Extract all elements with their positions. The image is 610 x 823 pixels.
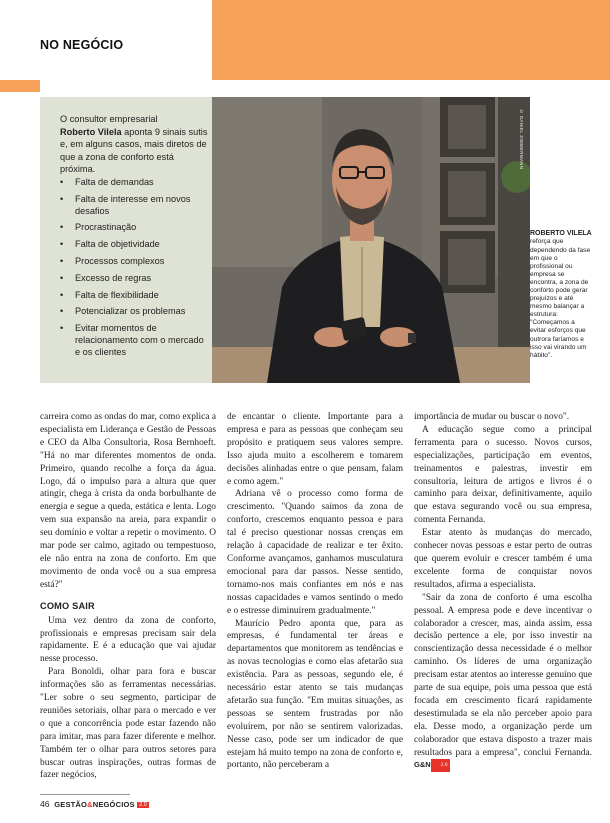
- portrait-photo: [212, 97, 530, 383]
- caption-text: reforça que dependendo da fase em que o profissional ou empresa se encontra, a zona de conforto pode gerar prejuízos e até mesmo balançar a estrutura: "Começamos a evitar esforços que outrora faríamos e isso vai virando um hábito".: [530, 238, 591, 359]
- magazine-tag: 2.0: [139, 802, 147, 808]
- paragraph: Adriana vê o processo como forma de crescimento. "Quando saímos da zona de conforto, crescemos enquanto pessoa e para tal é preciso questionar nossas crenças em relação à capacidade de realizar e ter êxito. Conforme avançamos, ganhamos musculatura emocional para dar passos. Nesse sentido, tornamo-nos mais confiantes em nós e nas nossas capacidades e vamos sentindo o medo e o estresse diminuírem gradualmente.": [227, 489, 403, 616]
- article-column-2: [227, 411, 403, 772]
- paragraph: A educação segue como a principal ferramenta para o sucesso. Novos cursos, especializações, participação em eventos, treinamentos e palestras, investir em consultoria, leitura de artigos e livros é o caminho para deixar, definitivamente, aquilo que estava segurando você ou sua empresa, comenta Fernanda.: [414, 424, 592, 526]
- paragraph: carreira como as ondas do mar, como explica a especialista em Liderança e Gestão de Pessoas e CEO da Alba Consultoria, Rosa Bernhoeft. "Há no mar diferentes momentos de onda. Primeiro, quando recolhe a força da água. Logo, dá o impulso para a altura que quer atingir, chega à crista da onda borbulhante de energia e segue a queda, estática e lenta. Logo vem sua expansão na areia, para expandir o seu domínio e voltar a repetir o movimento. O mar pode ser calmo, agitado ou tempestuoso, ele não entra na zona de conforto. Em que movimento de onda você ou a sua empresa está?": [40, 412, 216, 590]
- photo-credit: © DANIEL ZIMMERMANN: [519, 109, 524, 170]
- article-column-1: [40, 411, 216, 782]
- list-item: • Evitar momentos de relacionamento com o mercado e os clientes: [60, 323, 204, 357]
- page-number: 46: [40, 799, 50, 809]
- caption-name: ROBERTO VILELA: [530, 230, 592, 237]
- paragraph: [414, 592, 592, 773]
- section-tag: NO NEGÓCIO: [40, 38, 124, 52]
- article-column-3: [414, 411, 592, 772]
- subheading: COMO SAIR: [40, 600, 95, 611]
- list-item: • Falta de demandas: [60, 177, 154, 187]
- end-logo: G&N: [414, 760, 431, 770]
- sidebar-intro-text-1: O consultor empresarial: [60, 114, 158, 124]
- list-item: • Falta de flexibilidade: [60, 289, 159, 300]
- bullet-icon: •: [60, 289, 64, 300]
- list-item: • Processos complexos: [60, 255, 165, 266]
- bullet-icon: •: [60, 323, 64, 334]
- magazine-name: GESTÃO&NEGÓCIOS: [54, 800, 135, 809]
- bullet-icon: •: [60, 177, 64, 187]
- end-tag: 2.0: [431, 759, 450, 772]
- bullet-icon: •: [60, 255, 64, 266]
- portrait-illustration: [212, 97, 530, 383]
- bullet-icon: •: [60, 222, 64, 233]
- paragraph: Para Bonoldi, olhar para fora e buscar informações são as ferramentas necessárias. "Ler sobre o seu segmento, participar de reuniões setoriais, olhar para o mercado e ver o que a concorrência pode estar fazendo não para imitar, mas para fazer diferente e melhor. Também ter o olhar para outros setores para buscar outras inspirações, outras formas de fazer negócios,: [40, 667, 216, 781]
- paragraph: de encantar o cliente. Importante para a empresa e para as pessoas que conheçam seu propósito e pratiquem seus valores sempre. Isso ajuda muito a escolherem e tomarem decisões alinhadas entre o que pensam, falam e como agem.": [227, 412, 403, 487]
- paragraph: Uma vez dentro da zona de conforto, profissionais e empresas precisam sair dela rapidamente. E é a educação que vai ajudar nesse processo.: [40, 615, 216, 665]
- sidebar-list: [60, 177, 210, 364]
- bullet-icon: •: [60, 272, 64, 283]
- footer-rule: [40, 794, 130, 795]
- list-item: • Falta de objetividade: [60, 239, 160, 250]
- paragraph: Estar atento às mudanças do mercado, conhecer novas pessoas e estar perto de outras que querem evoluir e crescer também é uma excelente forma de conquistar novos resultados, afirma a especialista.: [414, 528, 592, 590]
- paragraph-text: "Sair da zona de conforto é uma escolha pessoal. A empresa pode e deve incentivar o colaborador a crescer, mas, ainda assim, essa decisão pertence a ele, por isso investir na conscientização dessa necessidade é o melhor caminho. Os líderes de uma organização precisam estar atentos ao interesse genuíno que parte de sua equipe, pois uma pessoa que está focada em crescimento ficará rapidamente desestimulada se ela não perceber apoio para ela. Desse modo, a organização perde um colaborador que estava disposto a trazer mais resultados para a empresa", conclui Fernanda.: [414, 592, 592, 758]
- list-item: • Potencializar os problemas: [60, 306, 186, 317]
- sidebar-intro-text-2: aponta 9 sinais sutis e, em alguns casos, mais diretos de que a zona de conforto está próxima.: [60, 126, 208, 175]
- bullet-icon: •: [60, 193, 64, 204]
- photo-caption: [530, 230, 592, 360]
- sidebar-intro-name: Roberto Vilela: [60, 126, 122, 137]
- paragraph: importância de mudar ou buscar o novo".: [414, 412, 570, 422]
- sidebar-intro: [60, 113, 208, 176]
- paragraph: Maurício Pedro aponta que, para as empresas, é fundamental ter áreas e departamentos que monitorem as tendências e as novas tecnologias e como elas afetarão sua existência. Para as pessoas, segundo ele, é necessário estar atento se tais mudanças afetarão sua função. "Em muitas situações, as pessoas se sentem frustradas por não evoluírem, por não se sentirem valorizadas. Nesse caso, pode ser um indicador de que estejam há muito tempo na zona de conforto e, portanto, não perceberam a: [227, 618, 403, 771]
- list-item: • Excesso de regras: [60, 272, 152, 283]
- bullet-icon: •: [60, 306, 64, 317]
- orange-accent-strip: [0, 80, 40, 92]
- folio: [40, 799, 149, 809]
- bullet-icon: •: [60, 239, 64, 250]
- list-item: • Falta de interesse em novos desafios: [60, 193, 191, 216]
- list-item: • Procrastinação: [60, 222, 137, 233]
- header-orange-bar: [212, 0, 610, 80]
